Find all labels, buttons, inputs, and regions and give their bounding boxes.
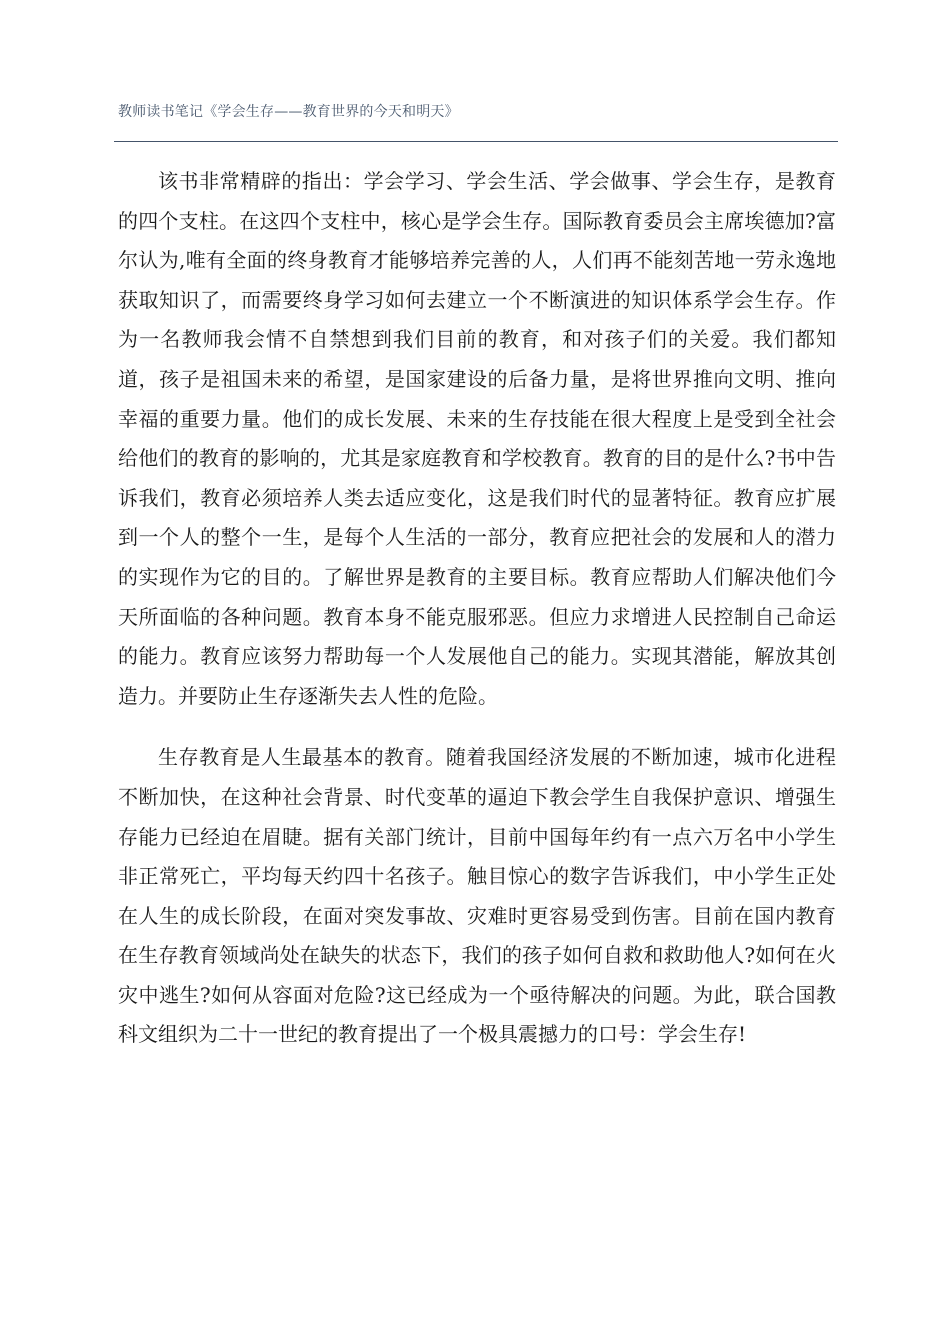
running-header: 教师读书笔记《学会生存——教育世界的今天和明天》 bbox=[118, 104, 459, 120]
paragraph: 该书非常精辟的指出：学会学习、学会生活、学会做事、学会生存，是教育的四个支柱。在这四个支柱中，核心是学会生存。国际教育委员会主席埃德加?富尔认为,唯有全面的终身教育才能够培养完善的人，人们再不能刻苦地一劳永逸地获取知识了，而需要终身学习如何去建立一个不断演进的知识体系学会生存。作为一名教师我会情不自禁想到我们目前的教育，和对孩子们的关爱。我们都知道，孩子是祖国未来的希望，是国家建设的后备力量，是将世界推向文明、推向幸福的重要力量。他们的成长发展、未来的生存技能在很大程度上是受到全社会给他们的教育的影响的，尤其是家庭教育和学校教育。教育的目的是什么?书中告诉我们，教育必须培养人类去适应变化，这是我们时代的显著特征。教育应扩展到一个人的整个一生，是每个人生活的一部分，教育应把社会的发展和人的潜力的实现作为它的目的。了解世界是教育的主要目标。教育应帮助人们解决他们今天所面临的各种问题。教育本身不能克服邪恶。但应力求增进人民控制自己命运的能力。教育应该努力帮助每一个人发展他自己的能力。实现其潜能，解放其创造力。并要防止生存逐渐失去人性的危险。 bbox=[118, 169, 836, 708]
document-body bbox=[118, 162, 836, 1055]
header-divider bbox=[114, 141, 838, 142]
paragraph: 生存教育是人生最基本的教育。随着我国经济发展的不断加速，城市化进程不断加快，在这种社会背景、时代变革的逼迫下教会学生自我保护意识、增强生存能力已经迫在眉睫。据有关部门统计，目前中国每年约有一点六万名中小学生非正常死亡，平均每天约四十名孩子。触目惊心的数字告诉我们，中小学生正处在人生的成长阶段，在面对突发事故、灾难时更容易受到伤害。目前在国内教育在生存教育领域尚处在缺失的状态下，我们的孩子如何自救和救助他人?如何在火灾中逃生?如何从容面对危险?这已经成为一个亟待解决的问题。为此，联合国教科文组织为二十一世纪的教育提出了一个极具震撼力的口号：学会生存! bbox=[118, 745, 836, 1047]
